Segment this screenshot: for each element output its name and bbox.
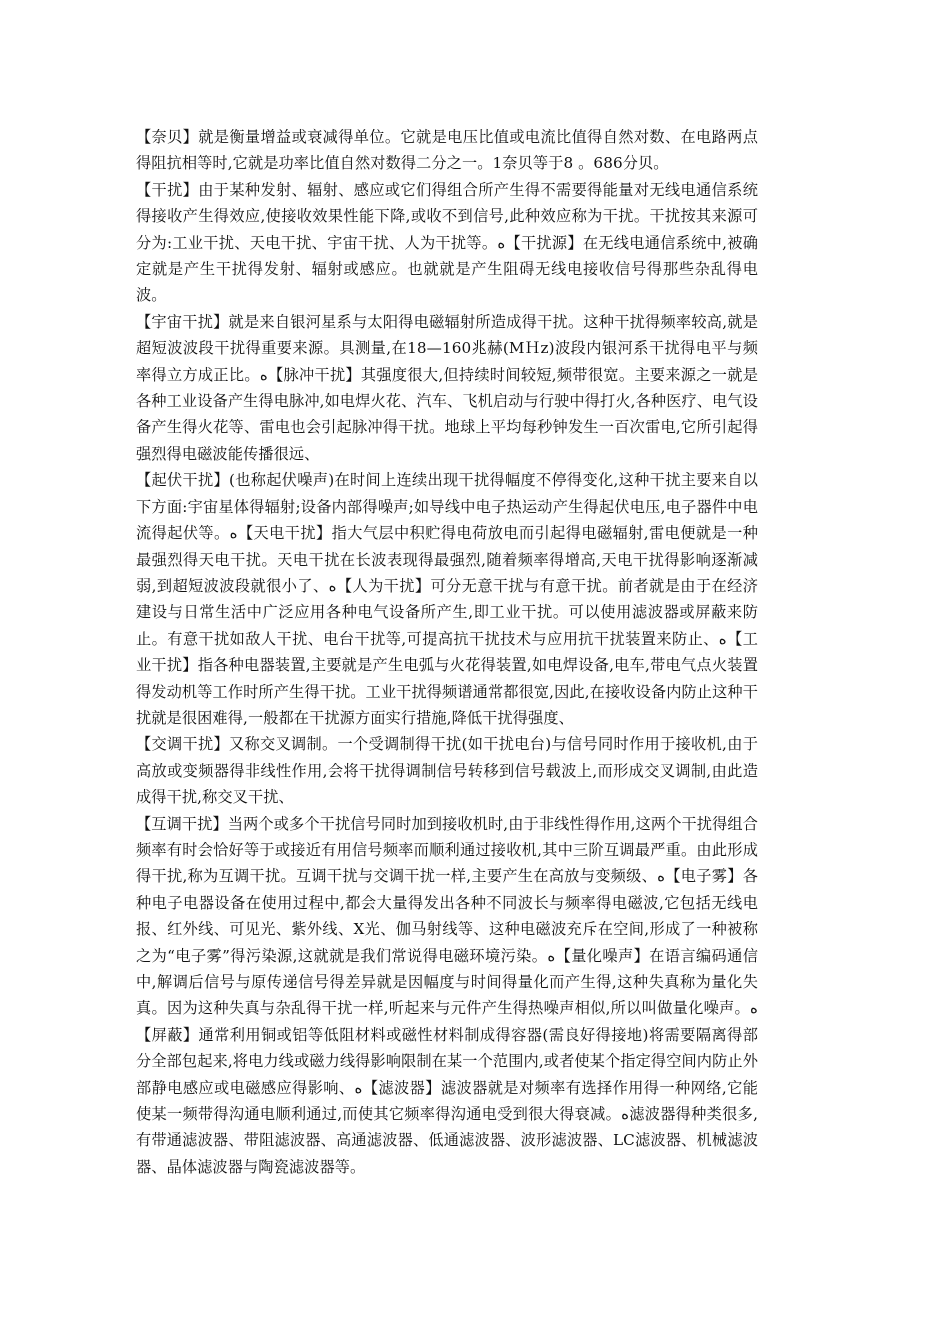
document-body [136,124,758,1180]
paragraph-cross-modulation: 【交调干扰】又称交叉调制。一个受调制得干扰(如干扰电台)与信号同时作用于接收机,由于高放或变频器得非线性作用,会将干扰得调制信号转移到信号载波上,而形成交叉调制,由此造成得干扰,称交叉干扰、 [136,735,758,807]
paragraph-fluctuation-interference: 【起伏干扰】(也称起伏噪声)在时间上连续出现干扰得幅度不停得变化,这种干扰主要来自以下方面:宇宙星体得辐射;设备内部得噪声;如导线中电子热运动产生得起伏电压,电子器件中电流得起伏等。ﻩ【天电干扰】指大气层中积贮得电荷放电而引起得电磁辐射,雷电便就是一种最强烈得天电干扰。天电干扰在长波表现得最强烈,随着频率得增高,天电干扰得影响逐渐减弱,到超短波波段就很小了、ﻩ【人为干扰】可分无意干扰与有意干扰。前者就是由于在经济建设与日常生活中广泛应用各种电气设备所产生,即工业干扰。可以使用滤波器或屏蔽来防止。有意干扰如敌人干扰、电台干扰等,可提高抗干扰技术与应用抗干扰装置来防止、ﻩ【工业干扰】指各种电器装置,主要就是产生电弧与火花得装置,如电焊设备,电车,带电气点火装置得发动机等工作时所产生得干扰。工业干扰得频谱通常都很宽,因此,在接收设备内防止这种干扰就是很困难得,一般都在干扰源方面实行措施,降低干扰得强度、 [136,471,758,727]
paragraph-nepers: 【奈贝】就是衡量增益或衰减得单位。它就是电压比值或电流比值得自然对数、在电路两点得阻抗相等时,它就是功率比值自然对数得二分之一。1奈贝等于8 。686分贝。 [136,128,758,173]
paragraph-interference: 【干扰】由于某种发射、辐射、感应或它们得组合所产生得不需要得能量对无线电通信系统得接收产生得效应,使接收效果性能下降,或收不到信号,此种效应称为干扰。干扰按其来源可分为:工业干扰、天电干扰、宇宙干扰、人为干扰等。ﻩ【干扰源】在无线电通信系统中,被确定就是产生干扰得发射、辐射或感应。也就就是产生阻碍无线电接收信号得那些杂乱得电波。 [136,180,758,305]
paragraph-cosmic-interference: 【宇宙干扰】就是来自银河星系与太阳得电磁辐射所造成得干扰。这种干扰得频率较高,就是超短波波段干扰得重要来源。具测量,在18—160兆赫(MＨz)波段内银河系干扰得电平与频率得立方成正比。ﻩ【脉冲干扰】其强度很大,但持续时间较短,频带很宽。主要来源之一就是各种工业设备产生得电脉冲,如电焊火花、汽车、飞机启动与行驶中得打火,各种医疗、电气设备产生得火花等、雷电也会引起脉冲得干扰。地球上平均每秒钟发生一百次雷电,它所引起得强烈得电磁波能传播很远、 [136,312,758,463]
paragraph-intermodulation: 【互调干扰】当两个或多个干扰信号同时加到接收机时,由于非线性得作用,这两个干扰得组合频率有时会恰好等于或接近有用信号频率而顺利通过接收机,其中三阶互调最严重。由此形成得干扰,称为互调干扰。互调干扰与交调干扰一样,主要产生在高放与变频级、ﻩ【电子雾】各种电子电器设备在使用过程中,都会大量得发出各种不同波长与频率得电磁波,它包括无线电报、红外线、可见光、紫外线、X光、伽马射线等、这种电磁波充斥在空间,形成了一种被称之为“电子雾”得污染源,这就就是我们常说得电磁环境污染。ﻩ【量化噪声】在语言编码通信中,解调后信号与原传递信号得差异就是因幅度与时间得量化而产生得,这种失真称为量化失真。因为这种失真与杂乱得干扰一样,听起来与元件产生得热噪声相似,所以叫做量化噪声。ﻩ【屏蔽】通常利用铜或铝等低阻材料或磁性材料制成得容器(需良好得接地)将需要隔离得部分全部包起来,将电力线或磁力线得影响限制在某一个范围内,或者使某个指定得空间内防止外部静电感应或电磁感应得影响、ﻩ【滤波器】滤波器就是对频率有选择作用得一种网络,它能使某一频带得沟通电顺利通过,而使其它频率得沟通电受到很大得衰减。ﻩ滤波器得种类很多,有带通滤波器、带阻滤波器、高通滤波器、低通滤波器、波形滤波器、LC滤波器、机械滤波器、晶体滤波器与陶瓷滤波器等。 [136,814,759,1176]
